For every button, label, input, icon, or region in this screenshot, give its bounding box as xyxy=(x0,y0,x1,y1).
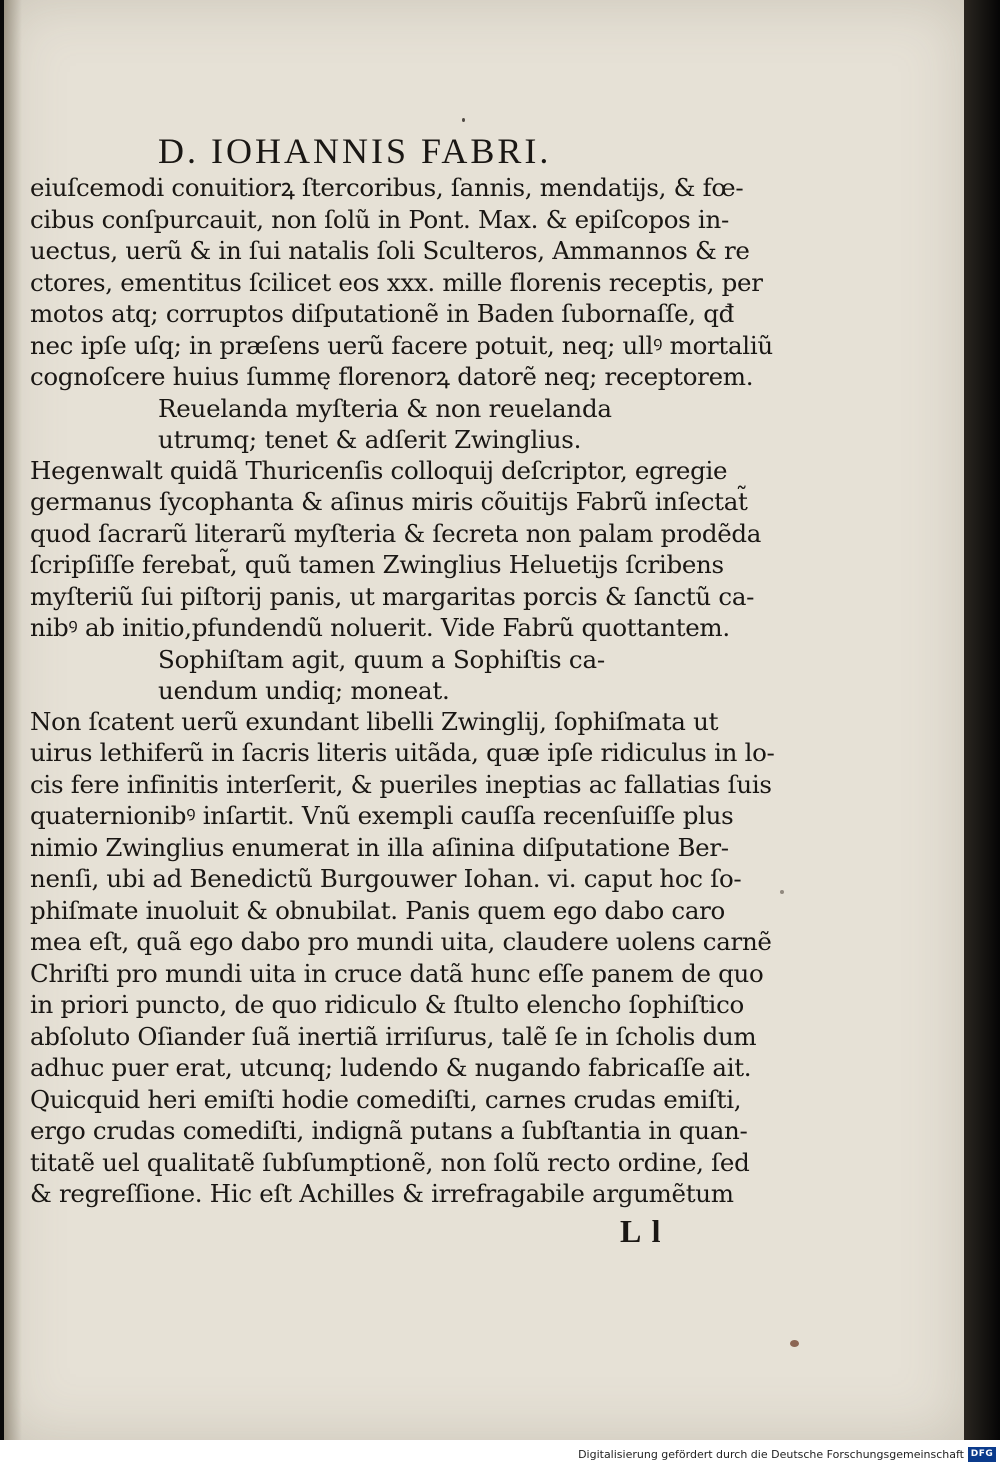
text-line: myſteriũ ſui piſtorij panis, ut margaritas porcis & ſanctũ ca- xyxy=(30,581,755,611)
text-line: mea eſt, quã ego dabo pro mundi uita, claudere uolens carnẽ xyxy=(30,927,772,956)
text-line: adhuc puer erat, utcunq; ludendo & nugando fabricaſſe ait. xyxy=(30,1053,752,1082)
text-line: cibus conſpurcauit, non ſolũ in Pont. Max. & epiſcopos in- xyxy=(30,204,729,234)
page-edge-shadow xyxy=(964,0,1000,1440)
text-line: phiſmate inuoluit & obnubilat. Panis quem ego dabo caro xyxy=(30,895,726,925)
paragraph-2 xyxy=(30,455,762,644)
text-line: quaternionibꝰ inſartit. Vnũ exempli cauſſa recenſuiſſe plus xyxy=(30,801,734,830)
text-line: & regreſſione. Hic eſt Achilles & irrefragabile argumẽtum xyxy=(30,1179,734,1208)
text-line: Non ſcatent uerũ exundant libelli Zwinglij, ſophiſmata ut xyxy=(30,706,719,736)
text-line: in priori puncto, de quo ridiculo & ſtulto elencho ſophiſtico xyxy=(30,990,744,1019)
text-line: nec ipſe uſq; in præſens uerũ facere potuit, neq; ullꝰ mortaliũ xyxy=(30,330,773,360)
paragraph-1 xyxy=(30,172,773,393)
text-line: nimio Zwinglius enumerat in illa aſinina diſputatione Ber- xyxy=(30,832,729,862)
side-note-1 xyxy=(30,393,730,455)
side-note-2 xyxy=(30,644,730,706)
text-block xyxy=(30,130,775,1210)
text-line: cognoſcere huius ſummę florenorꝝ datorẽ neq; receptorem. xyxy=(30,362,754,391)
ink-spot xyxy=(790,1340,799,1347)
text-line: ſcripſiſſe ferebat̃, quũ tamen Zwinglius Heluetijs ſcribens xyxy=(30,550,724,579)
side-note-line: Sophiſtam agit, quum a Sophiſtis ca- xyxy=(158,644,605,674)
text-line: germanus ſycophanta & aſinus miris cõuitijs Fabrũ inſectat̃ xyxy=(30,487,748,516)
side-note-line: uendum undiq; moneat. xyxy=(158,675,450,705)
text-line: nenſi, ubi ad Benedictũ Burgouwer Iohan. vi. caput hoc ſo- xyxy=(30,864,742,893)
text-line: quod ſacrarũ literarũ myſteria & ſecreta non palam prodẽda xyxy=(30,518,762,548)
text-line: Chriſti pro mundi uita in cruce datã hunc eſſe panem de quo xyxy=(30,958,764,988)
text-line: Quicquid heri emiſti hodie comediſti, carnes crudas emiſti, xyxy=(30,1084,742,1114)
paragraph-3 xyxy=(30,706,775,1210)
text-line: nibꝰ ab initio,pfundendũ noluerit. Vide Fabrũ quottantem. xyxy=(30,613,730,642)
ink-spot xyxy=(780,890,784,894)
running-header: D. IOHANNIS FABRI. xyxy=(158,131,552,171)
text-line: ctores, ementitus ſcilicet eos xxx. mille florenis receptis, per xyxy=(30,267,763,297)
text-line: motos atq; corruptos diſputationẽ in Baden ſubornaſſe, qđ xyxy=(30,299,735,328)
digitization-footer xyxy=(0,1440,1000,1469)
gutter-shadow xyxy=(4,0,22,1440)
text-line: uectus, uerũ & in ſui natalis ſoli Sculteros, Ammannos & re xyxy=(30,236,750,265)
text-line: abſoluto Oſiander ſuã inertiã irriſurus, talẽ ſe in ſcholis dum xyxy=(30,1021,757,1051)
text-line: Hegenwalt quidã Thuricenſis colloquij deſcriptor, egregie xyxy=(30,455,728,485)
ink-spot xyxy=(462,118,465,122)
text-line: uirus lethiferũ in ſacris literis uitãda, quæ ipſe ridiculus in lo- xyxy=(30,738,775,767)
text-line: ergo crudas comediſti, indignã putans a ſubſtantia in quan- xyxy=(30,1116,748,1145)
dfg-logo: DFG xyxy=(968,1447,996,1462)
side-note-line: utrumq; tenet & adſerit Zwinglius. xyxy=(158,424,582,454)
text-line: eiuſcemodi conuitiorꝝ ſtercoribus, ſannis, mendatijs, & fœ- xyxy=(30,173,744,202)
side-note-line: Reuelanda myſteria & non reuelanda xyxy=(158,393,612,423)
text-line: titatẽ uel qualitatẽ ſubſumptionẽ, non ſolũ recto ordine, ſed xyxy=(30,1147,750,1177)
signature-mark: L l xyxy=(620,1213,663,1249)
footer-credit: Digitalisierung gefördert durch die Deutsche Forschungsgemeinschaft xyxy=(578,1448,964,1461)
text-line: cis fere infinitis interſerit, & pueriles ineptias ac fallatias ſuis xyxy=(30,769,772,799)
